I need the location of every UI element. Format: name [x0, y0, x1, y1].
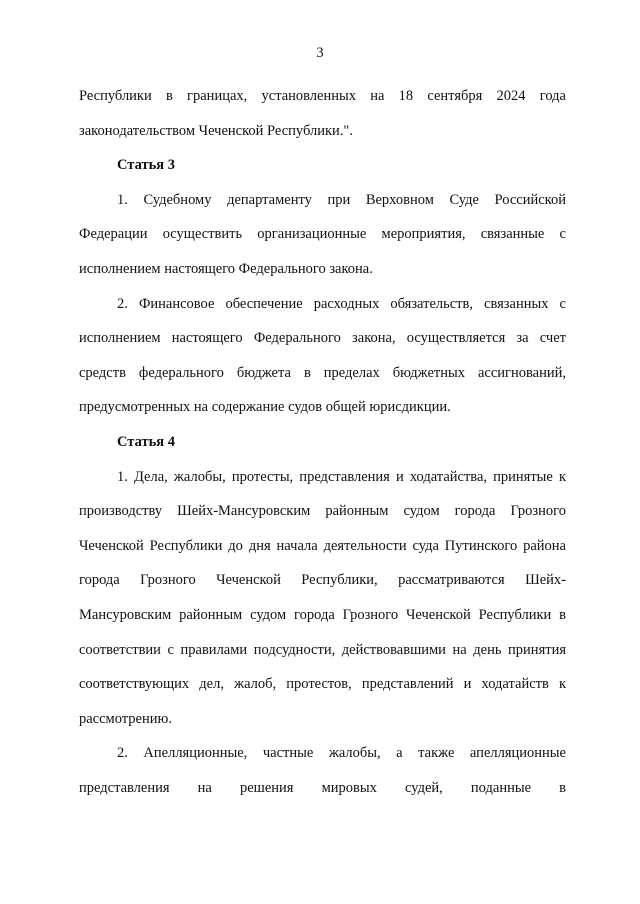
continuation-paragraph: Республики в границах, установленных на 18 сентября 2024 года законодательством Чеченской Республики.".: [79, 88, 566, 139]
article-4-paragraph-2: 2. Апелляционные, частные жалобы, а также апелляционные представления на решения мировых судей, поданные в: [79, 745, 566, 796]
article-3-paragraph-2: 2. Финансовое обеспечение расходных обязательств, связанных с исполнением настоящего Федерального закона, осуществляется за счет средств федерального бюджета в пределах бюджетных ассигнований, предусмотренных на содержание судов общей юрисдикции.: [79, 295, 566, 416]
article-3-paragraph-1: 1. Судебному департаменту при Верховном Суде Российской Федерации осуществить организационные мероприятия, связанные с исполнением настоящего Федерального закона.: [79, 191, 566, 277]
document-body: [79, 79, 566, 805]
article-3-heading: Статья 3: [117, 157, 175, 174]
article-4-paragraph-1: 1. Дела, жалобы, протесты, представления и ходатайства, принятые к производству Шейх-Мансуровским районным судом города Грозного Чеченской Республики до дня начала деятельности суда Путинского района города Грозного Чеченской Республики, рассматриваются Шейх-Мансуровским районным судом города Грозного Чеченской Республики в соответствии с правилами подсудности, действовавшими на день принятия соответствующих дел, жалоб, протестов, представлений и ходатайств к рассмотрению.: [79, 468, 566, 727]
article-4-heading: Статья 4: [117, 433, 175, 450]
page-number: 3: [316, 45, 324, 61]
